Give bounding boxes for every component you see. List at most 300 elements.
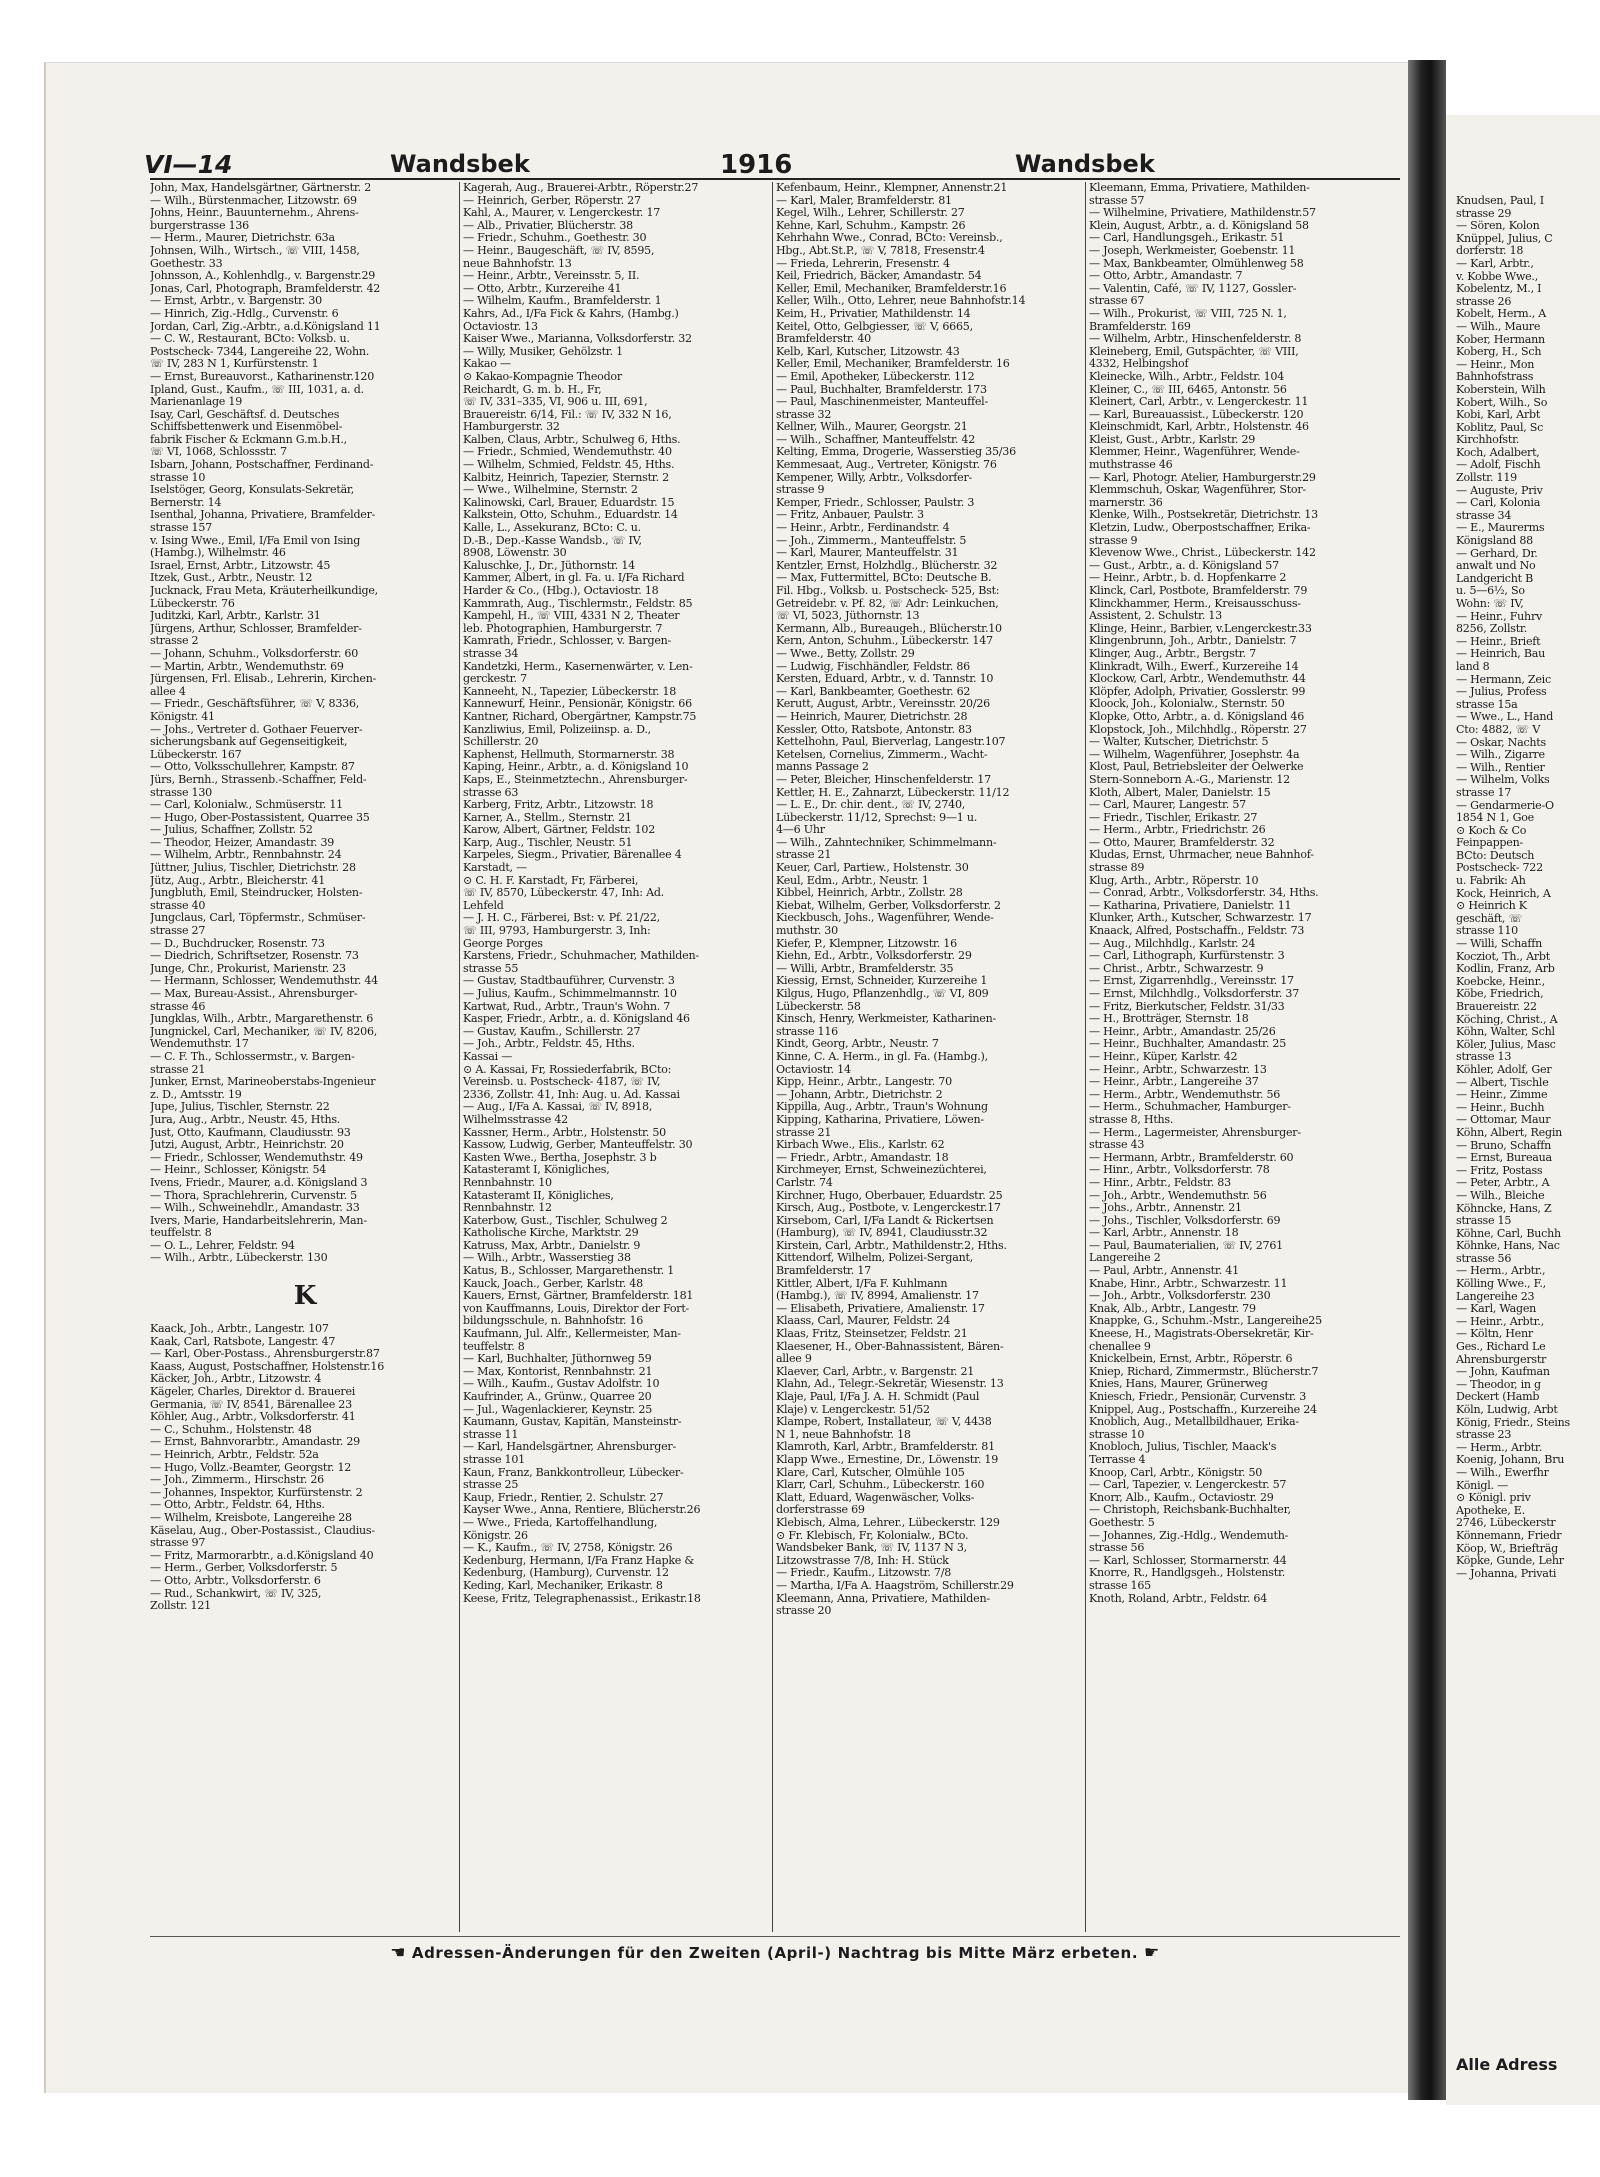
directory-entry-line: Klopke, Otto, Arbtr., a. d. Königsland 46 (1089, 710, 1305, 723)
directory-entry-line: Marienanlage 19 (150, 396, 243, 409)
directory-entry-line: Johns, Heinr., Bauunternehm., Ahrens- (150, 207, 359, 220)
directory-entry-line: Kipping, Katharina, Privatiere, Löwen- (776, 1113, 984, 1126)
directory-entry-line: — Joh., Zimmerm., Manteuffelstr. 5 (776, 534, 967, 547)
directory-entry-line: Koberg, H., Sch (1456, 346, 1542, 359)
directory-entry-line: Kölling Wwe., F., (1456, 1278, 1546, 1291)
directory-entry-line: — Carl, Kolonia (1456, 497, 1541, 510)
directory-entry-line: Jürgens, Arthur, Schlosser, Bramfelder- (150, 622, 362, 635)
directory-entry-line: Kirsebom, Carl, I/Fa Landt & Rickertsen (776, 1214, 994, 1227)
directory-entry-line: — Wilhelm, Kaufm., Bramfelderstr. 1 (463, 295, 662, 308)
directory-entry-line: — Gerhard, Dr. (1456, 547, 1538, 560)
directory-entry-line: Köop, W., Briefträg (1456, 1542, 1558, 1555)
directory-entry-line: Juditzki, Karl, Arbtr., Karlstr. 31 (150, 610, 321, 623)
directory-entry-line: — Hinrich, Zig.-Hdlg., Curvenstr. 6 (150, 307, 339, 320)
directory-entry-line: — Oskar, Nachts (1456, 736, 1546, 749)
directory-entry-line: ⊙ C. H. F. Karstadt, Fr, Färberei, (463, 874, 639, 887)
directory-entry-line: Klingenbrunn, Joh., Arbtr., Danielstr. 7 (1089, 635, 1297, 648)
directory-entry-line: Kobelentz, M., I (1456, 283, 1542, 296)
directory-entry-line: — Julius, Profess (1456, 686, 1547, 699)
directory-entry-line: — Karl, Wagen (1456, 1303, 1537, 1316)
directory-entry-line: v. Kobbe Wwe., (1456, 270, 1538, 283)
directory-entry-line: Kludas, Ernst, Uhrmacher, neue Bahnhof- (1089, 849, 1314, 862)
directory-entry-line: Goethestr. 33 (150, 257, 223, 270)
directory-entry-line: strasse 63 (463, 786, 519, 799)
directory-entry-line: — Theodor, Heizer, Amandastr. 39 (150, 836, 335, 849)
directory-entry-line: Kleiner, C., ☏ III, 6465, Antonstr. 56 (1089, 383, 1287, 396)
directory-entry-line: — Paul, Buchhalter, Bramfelderstr. 173 (776, 383, 987, 396)
directory-entry-line: Kasper, Friedr., Arbtr., a. d. Königsland 46 (463, 1013, 690, 1026)
directory-entry-line: — Gustav, Stadtbauführer, Curvenstr. 3 (463, 975, 675, 988)
directory-entry-line: — Rud., Schankwirt, ☏ IV, 325, (150, 1587, 322, 1600)
directory-entry-line: — Herm., Lagermeister, Ahrensburger- (1089, 1126, 1301, 1139)
directory-entry-line: — Hinr., Arbtr., Volksdorferstr. 78 (1089, 1164, 1270, 1177)
directory-entry-line: Kemper, Friedr., Schlosser, Paulstr. 3 (776, 496, 975, 509)
section-letter-k: K (293, 1281, 317, 1312)
page-header (144, 150, 1400, 180)
directory-entry-line: Köhler, Adolf, Ger (1456, 1063, 1552, 1076)
directory-entry-line: Klevenow Wwe., Christ., Lübeckerstr. 142 (1089, 547, 1316, 560)
directory-entry-line: — Walter, Kutscher, Dietrichstr. 5 (1089, 736, 1269, 749)
directory-entry-line: — Karl, Buchhalter, Jüthornweg 59 (463, 1353, 652, 1366)
directory-entry-line: Postscheck- 722 (1456, 862, 1543, 875)
directory-entry-line: Kleist, Gust., Arbtr., Karlstr. 29 (1089, 433, 1256, 446)
directory-entry-line: Bramfelderstr. 40 (776, 333, 871, 346)
directory-entry-line: — Joh., Arbtr., Feldstr. 45, Hths. (463, 1038, 635, 1051)
directory-entry-line: — Johannes, Inspektor, Kurfürstenstr. 2 (150, 1486, 363, 1499)
directory-entry-line: Kanneeht, N., Tapezier, Lübeckerstr. 18 (463, 685, 677, 698)
directory-entry-line: — Fritz, Postass (1456, 1164, 1543, 1177)
directory-entry-line: — Hinr., Arbtr., Feldstr. 83 (1089, 1176, 1231, 1189)
directory-entry-line: — Heinrich, Gerber, Röperstr. 27 (463, 194, 641, 207)
directory-entry-line: Kandetzki, Herm., Kasernenwärter, v. Len- (463, 660, 693, 673)
directory-entry-line: — Herm., Gerber, Volksdorferstr. 5 (150, 1562, 338, 1575)
directory-entry-line: Kelting, Emma, Drogerie, Wasserstieg 35/36 (776, 446, 1016, 459)
directory-entry-line: Kaps, E., Steinmetztechn., Ahrensburger- (463, 773, 688, 786)
directory-entry-line: Jürs, Bernh., Strassenb.-Schaffner, Feld- (150, 773, 367, 786)
directory-entry-line: Kerutt, August, Arbtr., Vereinsstr. 20/26 (776, 698, 990, 711)
directory-entry-line: — Fritz, Marmorarbtr., a.d.Königsland 40 (150, 1549, 374, 1562)
directory-entry-line: Köhnke, Hans, Nac (1456, 1240, 1560, 1253)
directory-entry-line: — Heinr., Baugeschäft, ☏ IV, 8595, (463, 244, 655, 257)
directory-entry-line: Kobelt, Herm., A (1456, 308, 1547, 321)
directory-entry-line: Kinne, C. A. Herm., in gl. Fa. (Hambg.), (776, 1050, 988, 1063)
directory-entry-line: Klaever, Carl, Arbtr., v. Bargenstr. 21 (776, 1365, 975, 1378)
directory-entry-line: Kammer, Albert, in gl. Fa. u. I/Fa Richard (463, 572, 685, 585)
directory-entry-line: strasse 15 (1456, 1215, 1512, 1228)
directory-entry-line: — Wilhelm, Volks (1456, 774, 1550, 787)
directory-entry-line: Langereihe 2 (1089, 1252, 1161, 1265)
directory-entry-line: Feinpappen- (1456, 837, 1523, 850)
directory-entry-line: — Friedr., Tischler, Erikastr. 27 (1089, 811, 1258, 824)
directory-entry-line: Karstens, Friedr., Schuhmacher, Mathilden- (463, 950, 699, 963)
directory-entry-line: — Karl, Handelsgärtner, Ahrensburger- (463, 1441, 676, 1454)
directory-entry-line: 8256, Zollstr. (1456, 623, 1528, 636)
directory-entry-line: Ketelsen, Cornelius, Zimmerm., Wacht- (776, 748, 988, 761)
directory-entry-line: Karner, A., Stellm., Sternstr. 21 (463, 811, 632, 824)
directory-entry-line: Kauers, Ernst, Gärtner, Bramfelderstr. 181 (463, 1290, 694, 1303)
column-divider (772, 182, 773, 1932)
directory-entry-line: — Diedrich, Schriftsetzer, Rosenstr. 73 (150, 950, 359, 963)
directory-entry-line: Kieckbusch, Johs., Wagenführer, Wende- (776, 912, 994, 925)
directory-entry-line: Kägeler, Charles, Direktor d. Brauerei (150, 1386, 356, 1399)
directory-entry-line: Keller, Emil, Mechaniker, Bramfelderstr.16 (776, 282, 1007, 295)
pointing-hand-right-icon: ☛ (1143, 1943, 1160, 1963)
directory-entry-line: strasse 17 (1456, 786, 1512, 799)
header-rule (150, 178, 1400, 180)
directory-entry-line: — Friedr., Kaufm., Litzowstr. 7/8 (776, 1567, 952, 1580)
directory-entry-line: Jura, Aug., Arbtr., Neustr. 45, Hths. (150, 1113, 341, 1126)
directory-entry-line: — Max, Bureau-Assist., Ahrensburger- (150, 988, 358, 1000)
directory-entry-line: Kaun, Franz, Bankkontrolleur, Lübecker- (463, 1466, 684, 1479)
directory-entry-line: Johnsson, A., Kohlenhdlg., v. Bargenstr.29 (150, 270, 376, 283)
directory-entry-line: Kettelhohn, Paul, Bierverlag, Langestr.107 (776, 736, 1006, 749)
directory-entry-line: Kibbel, Heinrich, Arbtr., Zollstr. 28 (776, 887, 963, 900)
directory-entry-line: strasse 165 (1089, 1579, 1151, 1592)
directory-entry-line: strasse 29 (1456, 207, 1512, 220)
directory-entry-line: Kaluschke, J., Dr., Jüthornstr. 14 (463, 559, 635, 572)
directory-entry-line: ☏ IV, 331–335, VI, 906 u. III, 691, (463, 396, 648, 409)
directory-entry-line: Kelb, Karl, Kutscher, Litzowstr. 43 (776, 345, 960, 358)
directory-entry-line: — Johs., Vertreter d. Gothaer Feuerver- (150, 723, 363, 736)
directory-entry-line: — Willi, Schaffn (1456, 938, 1543, 951)
directory-entry-line: — Wilh., Bürstenmacher, Litzowstr. 69 (150, 194, 357, 207)
directory-entry-line: Isenthal, Johanna, Privatiere, Bramfelder- (150, 509, 376, 522)
directory-entry-line: — C. F. Th., Schlossermstr., v. Bargen- (150, 1050, 355, 1063)
directory-entry-line: strasse 23 (1456, 1429, 1512, 1442)
directory-entry-line: ☏ VI, 5023, Jüthornstr. 13 (776, 610, 920, 623)
directory-entry-line: Brauereistr. 22 (1456, 1001, 1537, 1013)
directory-entry-line: Isay, Carl, Geschäftsf. d. Deutsches (150, 408, 340, 421)
directory-entry-line: muthstr. 30 (776, 925, 838, 938)
directory-entry-line: allee 4 (150, 685, 186, 698)
directory-entry-line: — Willi, Arbtr., Bramfelderstr. 35 (776, 962, 954, 975)
directory-entry-line: Harder & Co., (Hbg.), Octaviostr. 18 (463, 585, 659, 597)
directory-entry-line: Kermann, Alb., Bureaugeh., Blücherstr.10 (776, 622, 1002, 635)
directory-entry-line: strasse 11 (463, 1428, 519, 1441)
column-1-entries-k (150, 1323, 460, 1613)
directory-entry-line: Knak, Alb., Arbtr., Langestr. 79 (1089, 1302, 1256, 1315)
directory-entry-line: strasse 55 (463, 962, 519, 975)
directory-entry-line: — Friedr., Schuhm., Goethestr. 30 (463, 232, 647, 245)
directory-entry-line: Kempener, Willy, Arbtr., Volksdorfer- (776, 471, 973, 484)
directory-entry-line: Kleemann, Anna, Privatiere, Mathilden- (776, 1592, 990, 1605)
directory-entry-line: ☏ IV, 283 N 1, Kurfürstenstr. 1 (150, 358, 319, 371)
directory-entry-line: Kirstein, Carl, Arbtr., Mathildenstr.2, Hths. (776, 1239, 1007, 1252)
directory-entry-line: Klinkradt, Wilh., Ewerf., Kurzereihe 14 (1089, 660, 1299, 673)
directory-entry-line: — Max, Kontorist, Rennbahnstr. 21 (463, 1365, 653, 1378)
directory-entry-line: Jordan, Carl, Zig.-Arbtr., a.d.Königsland 11 (150, 320, 381, 333)
directory-entry-line: Junker, Ernst, Marineoberstabs-Ingenieur (150, 1076, 376, 1089)
directory-entry-line: — Wilh., Prokurist, ☏ VIII, 725 N. 1, (1089, 307, 1287, 320)
directory-entry-line: strasse 15a (1456, 698, 1518, 711)
directory-entry-line: — J. H. C., Färberei, Bst: v. Pf. 21/22, (463, 912, 660, 925)
directory-entry-line: — Julius, Kaufm., Schimmelmannstr. 10 (463, 988, 677, 1000)
directory-entry-line: dorferstr. 18 (1456, 245, 1524, 258)
directory-entry-line: Köhn, Walter, Schl (1456, 1026, 1555, 1039)
directory-entry-line: Kayser Wwe., Anna, Rentiere, Blücherstr.26 (463, 1504, 701, 1517)
directory-entry-line: u. 5—6½, So (1456, 585, 1525, 598)
directory-entry-line: Köching, Christ., A (1456, 1013, 1558, 1026)
directory-entry-line: Kniep, Richard, Zimmermstr., Blücherstr.7 (1089, 1365, 1319, 1378)
directory-entry-line: strasse 97 (150, 1537, 206, 1550)
directory-entry-line: — C., Schuhm., Holstenstr. 48 (150, 1423, 312, 1436)
directory-entry-line: strasse 25 (463, 1479, 519, 1492)
footer-rule (150, 1936, 1400, 1937)
column-1 (150, 182, 460, 1932)
page-volume-number: VI—14 (144, 150, 233, 179)
directory-entry-line: Klahn, Ad., Telegr.-Sekretär, Wiesenstr. 13 (776, 1378, 1004, 1391)
directory-entry-line: (Hambg.), ☏ IV, 8994, Amalienstr. 17 (776, 1290, 979, 1303)
directory-entry-line: Klemmschuh, Oskar, Wagenführer, Stor- (1089, 484, 1306, 497)
directory-entry-line: Klunker, Arth., Kutscher, Schwarzestr. 17 (1089, 912, 1312, 925)
directory-entry-line: strasse 110 (1456, 925, 1518, 938)
directory-entry-line: Knaack, Alfred, Postschaffn., Feldstr. 73 (1089, 925, 1305, 938)
directory-entry-line: Kakao — (463, 358, 511, 371)
directory-entry-line: Bramfelderstr. 169 (1089, 320, 1191, 333)
directory-entry-line: Keil, Friedrich, Bäcker, Amandastr. 54 (776, 270, 982, 283)
directory-entry-line: Goethestr. 5 (1089, 1516, 1155, 1529)
directory-entry-line: — Friedr., Schmied, Wendemuthstr. 40 (463, 446, 672, 459)
directory-entry-line: Köbe, Friedrich, (1456, 988, 1544, 1001)
directory-entry-line: — Heinr., Mon (1456, 358, 1535, 371)
directory-entry-line: Köhn, Albert, Regin (1456, 1126, 1563, 1139)
directory-entry-line: strasse 40 (150, 899, 206, 912)
directory-entry-line: 4332, Helbingshof (1089, 358, 1189, 371)
directory-entry-line: — Adolf, Fischh (1456, 459, 1541, 472)
directory-entry-line: — Aug., Milchhdlg., Karlstr. 24 (1089, 937, 1256, 950)
directory-entry-line: — E., Maurerms (1456, 522, 1545, 535)
directory-entry-line: Ges., Richard Le (1456, 1341, 1546, 1354)
directory-entry-line: Klost, Paul, Betriebsleiter der Oelwerke (1089, 761, 1304, 774)
directory-entry-line: allee 9 (776, 1353, 812, 1366)
directory-entry-line: Octaviostr. 14 (776, 1063, 851, 1076)
directory-entry-line: Klampe, Robert, Installateur, ☏ V, 4438 (776, 1416, 992, 1429)
directory-entry-line: Katasteramt I, Königliches, (463, 1164, 610, 1177)
directory-entry-line: — Karl, Arbtr., Annenstr. 18 (1089, 1227, 1239, 1240)
directory-entry-line: Käselau, Aug., Ober-Postassist., Claudius- (150, 1524, 375, 1537)
directory-entry-line: — C. W., Restaurant, BCto: Volksb. u. (150, 333, 350, 346)
directory-entry-line: Karpeles, Siegm., Privatier, Bärenallee 4 (463, 849, 682, 862)
directory-entry-line: Kiefer, P., Klempner, Litzowstr. 16 (776, 937, 957, 950)
directory-entry-line: Kegel, Wilh., Lehrer, Schillerstr. 27 (776, 207, 965, 220)
directory-entry-line: Katasteramt II, Königliches, (463, 1189, 614, 1202)
directory-entry-line: — Friedr., Schlosser, Wendemuthstr. 49 (150, 1151, 363, 1164)
directory-entry-line: Klaesener, H., Ober-Bahnassistent, Bären- (776, 1340, 1004, 1353)
directory-entry-line: — O. L., Lehrer, Feldstr. 94 (150, 1239, 295, 1252)
directory-entry-line: Octaviostr. 13 (463, 320, 538, 333)
directory-entry-line: — Johannes, Zig.-Hdlg., Wendemuth- (1089, 1529, 1289, 1542)
directory-entry-line: Kiessig, Ernst, Schneider, Kurzereihe 1 (776, 975, 988, 988)
directory-entry-line: — Johs., Arbtr., Annenstr. 21 (1089, 1202, 1242, 1215)
directory-entry-line: Wohn: ☏ IV, (1456, 598, 1524, 610)
directory-entry-line: Wendemuthstr. 17 (150, 1038, 249, 1051)
directory-entry-line: Jungbluth, Emil, Steindrucker, Holsten- (150, 887, 363, 900)
directory-entry-line: Jonas, Carl, Photograph, Bramfelderstr. 42 (150, 282, 381, 295)
directory-entry-line: Klein, August, Arbtr., a. d. Königsland 58 (1089, 219, 1309, 232)
directory-entry-line: — Otto, Arbtr., Feldstr. 64, Hths. (150, 1499, 325, 1512)
directory-entry-line: Germania, ☏ IV, 8541, Bärenallee 23 (150, 1398, 352, 1411)
directory-entry-line: 2746, Lübeckerstr (1456, 1517, 1556, 1530)
directory-entry-line: — Gendarmerie-O (1456, 799, 1554, 812)
directory-entry-line: Kamrath, Friedr., Schlosser, v. Bargen- (463, 635, 672, 648)
directory-entry-line: — Heinr., Arbtr., Ferdinandstr. 4 (776, 522, 950, 535)
directory-entry-line: strasse 21 (776, 849, 832, 862)
directory-entry-line: Katruss, Max, Arbtr., Danielstr. 9 (463, 1239, 641, 1252)
directory-entry-line: manns Passage 2 (776, 761, 869, 774)
directory-entry-line: Kehne, Karl, Schuhm., Kampstr. 26 (776, 219, 966, 232)
directory-entry-line: strasse 9 (1089, 534, 1138, 547)
directory-entry-line: Katerbow, Gust., Tischler, Schulweg 2 (463, 1214, 668, 1227)
directory-entry-line: — Ernst, Bahnvorarbtr., Amandastr. 29 (150, 1436, 360, 1449)
directory-entry-line: Keuer, Carl, Partiew., Holstenstr. 30 (776, 862, 969, 875)
directory-entry-line: — Johs., Tischler, Volksdorferstr. 69 (1089, 1214, 1281, 1227)
directory-entry-line: — Martin, Arbtr., Wendemuthstr. 69 (150, 660, 344, 673)
directory-entry-line: Knickelbein, Ernst, Arbtr., Röperstr. 6 (1089, 1353, 1293, 1366)
directory-entry-line: — H., Brotträger, Sternstr. 18 (1089, 1013, 1249, 1026)
directory-entry-line: — John, Kaufman (1456, 1366, 1550, 1379)
directory-entry-line: Knabe, Hinr., Arbtr., Schwarzestr. 11 (1089, 1277, 1288, 1290)
directory-entry-line: — Wwe., L., Hand (1456, 711, 1554, 724)
directory-entry-line: BCto: Deutsch (1456, 849, 1535, 862)
directory-entry-line: strasse 21 (776, 1126, 832, 1139)
directory-entry-line: Klöpfer, Adolph, Privatier, Gosslerstr. 99 (1089, 685, 1306, 698)
directory-entry-line: Kirchhofstr. (1456, 434, 1520, 447)
directory-entry-line: strasse 21 (150, 1063, 206, 1076)
directory-entry-line: — Hermann, Zeic (1456, 673, 1551, 686)
directory-entry-line: Iselstöger, Georg, Konsulats-Sekretär, (150, 484, 355, 497)
directory-entry-line: — Friedr., Arbtr., Amandastr. 18 (776, 1151, 949, 1164)
directory-entry-line: Klenke, Wilh., Postsekretär, Dietrichstr. 13 (1089, 509, 1318, 522)
directory-entry-line: strasse 56 (1456, 1252, 1512, 1265)
directory-entry-line: chenallee 9 (1089, 1340, 1151, 1353)
directory-entry-line: — Wwe., Frieda, Kartoffelhandlung, (463, 1516, 658, 1529)
directory-entry-line: Kobert, Wilh., So (1456, 396, 1548, 409)
directory-entry-line: 4—6 Uhr (776, 824, 825, 837)
directory-entry-line: Kannewurf, Heinr., Pensionär, Königstr. 66 (463, 698, 692, 711)
directory-entry-line: — Conrad, Arbtr., Volksdorferstr. 34, Hths. (1089, 887, 1319, 900)
directory-entry-line: strasse 89 (1089, 862, 1145, 875)
column-4 (1089, 182, 1399, 1932)
directory-entry-line: Koch, Adalbert, (1456, 446, 1540, 459)
directory-entry-line: strasse 27 (150, 925, 206, 938)
directory-entry-line: Hamburgerstr. 32 (463, 421, 560, 434)
pointing-hand-left-icon: ☚ (390, 1943, 407, 1963)
directory-entry-line: strasse 9 (776, 484, 825, 497)
directory-entry-line: Klinck, Carl, Postbote, Bramfelderstr. 79 (1089, 585, 1308, 597)
directory-entry-line: Jungclaus, Carl, Töpfermstr., Schmüser- (150, 912, 366, 925)
directory-entry-line: Kock, Heinrich, A (1456, 887, 1551, 900)
directory-entry-line: Kipp, Heinr., Arbtr., Langestr. 70 (776, 1076, 952, 1089)
directory-entry-line: D.-B., Dep.-Kasse Wandsb., ☏ IV, (463, 534, 642, 547)
directory-entry-line: Klemmer, Heinr., Wagenführer, Wende- (1089, 446, 1300, 459)
directory-entry-line: — Carl, Tapezier, v. Lengerckestr. 57 (1089, 1479, 1287, 1492)
directory-entry-line: Langereihe 23 (1456, 1290, 1535, 1303)
directory-entry-line: Junge, Chr., Prokurist, Marienstr. 23 (150, 962, 346, 975)
directory-entry-line: — Wilhelm, Wagenführer, Josephstr. 4a (1089, 748, 1300, 761)
directory-entry-line: Kessler, Otto, Ratsbote, Antonstr. 83 (776, 723, 972, 736)
directory-entry-line: Terrasse 4 (1089, 1453, 1146, 1466)
directory-entry-line: Kartwat, Rud., Arbtr., Traun's Wohn. 7 (463, 1000, 671, 1013)
directory-entry-line: Kantner, Richard, Obergärtner, Kampstr.75 (463, 710, 697, 723)
directory-entry-line: N 1, neue Bahnhofstr. 18 (776, 1428, 911, 1441)
directory-entry-line: — Heinr., Arbtr., Amandastr. 25/26 (1089, 1025, 1276, 1038)
directory-entry-line: Karberg, Fritz, Arbtr., Litzowstr. 18 (463, 799, 654, 812)
directory-entry-line: Kahrs, Ad., I/Fa Fick & Kahrs, (Hambg.) (463, 307, 679, 320)
directory-entry-line: Klaje, Paul, I/Fa J. A. H. Schmidt (Paul (776, 1391, 980, 1403)
directory-entry-line: — Emil, Apotheker, Lübeckerstr. 112 (776, 370, 975, 383)
directory-entry-line: Kiehn, Ed., Arbtr., Volksdorferstr. 29 (776, 950, 972, 963)
directory-entry-line: — Joh., Arbtr., Volksdorferstr. 230 (1089, 1290, 1271, 1303)
directory-entry-line: John, Max, Handelsgärtner, Gärtnerstr. 2 (150, 182, 372, 194)
directory-entry-line: Fil. Hbg., Volksb. u. Postscheck- 525, Bst: (776, 585, 1000, 597)
directory-entry-line: — Hugo, Ober-Postassistent, Quarree 35 (150, 811, 370, 824)
directory-entry-line: gerckestr. 7 (463, 673, 527, 686)
directory-entry-line: Kauck, Joach., Gerber, Karlstr. 48 (463, 1277, 643, 1290)
directory-entry-line: Kippilla, Aug., Arbtr., Traun's Wohnung (776, 1101, 988, 1114)
column-2 (463, 182, 773, 1932)
directory-entry-line: Wilhelmsstrasse 42 (463, 1113, 568, 1126)
directory-entry-line: Ipland, Gust., Kaufm., ☏ III, 1031, a. d. (150, 383, 364, 396)
directory-entry-line: — Bruno, Schaffn (1456, 1139, 1552, 1152)
directory-entry-line: — Carl, Maurer, Langestr. 57 (1089, 799, 1246, 812)
directory-entry-line: Knippel, Aug., Postschaffn., Kurzereihe 24 (1089, 1403, 1317, 1416)
directory-entry-line: — Heinr., Arbtr., Langereihe 37 (1089, 1076, 1259, 1089)
column-divider (459, 182, 460, 1932)
directory-entry-line: strasse 13 (1456, 1051, 1512, 1064)
directory-entry-line: Lübeckerstr. 167 (150, 748, 242, 761)
directory-entry-line: Königstr. 26 (463, 1529, 528, 1542)
directory-entry-line: — Heinr., Fuhrv (1456, 610, 1543, 623)
directory-entry-line: — Paul, Arbtr., Annenstr. 41 (1089, 1265, 1239, 1278)
directory-entry-line: strasse 8, Hths. (1089, 1113, 1174, 1126)
directory-entry-line: — Fritz, Anbauer, Paulstr. 3 (776, 509, 924, 522)
directory-entry-line: — Wilh., Schaffner, Manteuffelstr. 42 (776, 433, 976, 446)
directory-entry-line: Knudsen, Paul, I (1456, 195, 1544, 207)
directory-entry-line: Jüttner, Julius, Tischler, Dietrichstr. 28 (150, 862, 356, 875)
directory-entry-line: — Paul, Maschinenmeister, Manteuffel- (776, 396, 988, 409)
directory-entry-line: Keitel, Otto, Gelbgiesser, ☏ V, 6665, (776, 320, 973, 333)
directory-entry-line: — Aug., I/Fa A. Kassai, ☏ IV, 8918, (463, 1101, 653, 1114)
directory-entry-line: ⊙ Königl. priv (1456, 1492, 1531, 1505)
directory-entry-line: bildungsschule, n. Bahnhofstr. 16 (463, 1315, 644, 1328)
directory-entry-line: Reichardt, G. m. b. H., Fr, (463, 383, 602, 396)
directory-entry-line: Schillerstr. 20 (463, 736, 539, 749)
directory-entry-line: — Sören, Kolon (1456, 220, 1540, 233)
directory-entry-line: — Ernst, Bureauvorst., Katharinenstr.120 (150, 370, 375, 383)
directory-entry-line: strasse 46 (150, 1000, 206, 1013)
directory-entry-line: Kindt, Georg, Arbtr., Neustr. 7 (776, 1038, 939, 1051)
directory-entry-line: ⊙ Kakao-Kompagnie Theodor (463, 370, 622, 383)
directory-entry-line: — Wilhelm, Schmied, Feldstr. 45, Hths. (463, 459, 675, 472)
directory-entry-line: — Karl, Bankbeamter, Goethestr. 62 (776, 685, 971, 698)
directory-entry-line: Isbarn, Johann, Postschaffner, Ferdinand- (150, 459, 374, 472)
directory-entry-line: — Heinrich, Arbtr., Feldstr. 52a (150, 1449, 319, 1461)
directory-entry-line: Klarr, Carl, Schuhm., Lübeckerstr. 160 (776, 1479, 985, 1492)
directory-entry-line: Jürgensen, Frl. Elisab., Lehrerin, Kirchen- (150, 673, 377, 686)
directory-entry-line: Klare, Carl, Kutscher, Ölmühle 105 (776, 1466, 965, 1479)
directory-entry-line: — Wilhelm, Arbtr., Rennbahnstr. 24 (150, 849, 342, 862)
directory-entry-line: Kletzin, Ludw., Oberpostschaffner, Erika- (1089, 522, 1311, 535)
directory-entry-line: Lübeckerstr. 58 (776, 1000, 861, 1013)
directory-entry-line: Königstr. 41 (150, 710, 215, 723)
directory-entry-line: marnerstr. 36 (1089, 496, 1163, 509)
directory-entry-line: strasse 10 (1089, 1428, 1145, 1441)
directory-entry-line: — Otto, Volksschullehrer, Kampstr. 87 (150, 761, 355, 774)
directory-entry-line: Kassai — (463, 1050, 513, 1063)
directory-entry-line: Kalkstein, Otto, Schuhm., Eduardstr. 14 (463, 509, 678, 522)
directory-entry-line: Kleinschmidt, Karl, Arbtr., Holstenstr. 46 (1089, 421, 1309, 434)
directory-entry-line: Kleemann, Emma, Privatiere, Mathilden- (1089, 182, 1310, 194)
